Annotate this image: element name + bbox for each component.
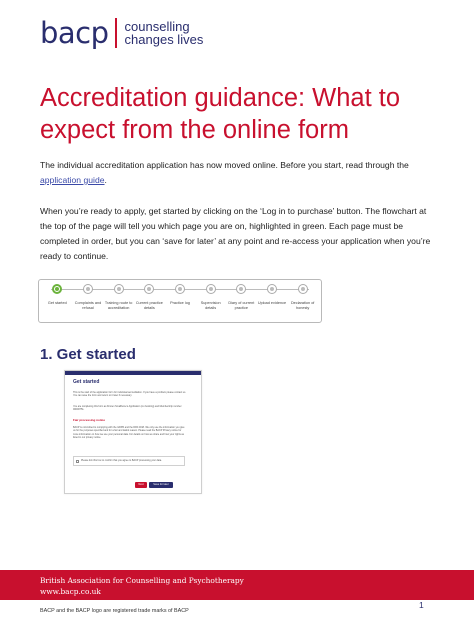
screenshot-consent-box [73, 456, 185, 466]
flowchart-step [257, 284, 287, 306]
flowchart-step-label: Declaration of honesty [290, 301, 315, 310]
logo-divider [115, 18, 117, 48]
step-marker-dot [147, 287, 151, 291]
save-for-later-button[interactable]: Save for later [149, 482, 173, 488]
step-marker [298, 284, 308, 294]
step-marker-dot [239, 287, 243, 291]
screenshot-para-3: BACP is committed to complying with the GDPR and the DPA 2018. We only use the information you give us for the purposes specified and for a fair and lawful reason. Please read the BACP Privacy notice for more information on how we use your personal data. For details on how we share and how your rights as listed in our privacy notice. [73, 426, 185, 439]
step-marker-dot [178, 287, 182, 291]
flowchart-step-label: Supervision details [200, 301, 221, 310]
step-marker [236, 284, 246, 294]
step-marker-dot [55, 287, 59, 291]
consent-text: Please tick this box to confirm that you agree to BACP processing your data. [81, 459, 162, 462]
intro-text: The individual accreditation application has now moved online. Before you start, read through the [40, 160, 409, 170]
flowchart-step [134, 284, 164, 310]
application-guide-link[interactable]: application guide [40, 175, 105, 185]
screenshot-para-1: This is the start of the application form for individual accreditation. If you have a problem please contact us. You can save the form and return to it later if necessary. [73, 391, 186, 398]
screenshot-title: Get started [73, 379, 100, 385]
screenshot-subheading: Fair processing notice [73, 418, 106, 422]
step-marker [267, 284, 277, 294]
flowchart-step [165, 284, 195, 306]
flowchart-step-label: Current practice details [135, 301, 163, 310]
flowchart-step-label: Practice log [170, 301, 190, 305]
page-title: Accreditation guidance: What to expect from the online form [40, 84, 401, 144]
progress-flowchart [38, 279, 322, 323]
flowchart-step [73, 284, 103, 310]
consent-checkbox[interactable] [76, 460, 79, 463]
intro-paragraph [40, 158, 436, 188]
step-marker-dot [86, 287, 90, 291]
step-marker-dot [117, 287, 121, 291]
step-marker [206, 284, 216, 294]
screenshot-para-2: You are completing this form as Kirsten Smallbone's Application (no booking) and Membership number 00000751. [73, 405, 182, 412]
logo-tagline-line2: changes lives [124, 32, 204, 47]
logo-tagline [125, 20, 204, 46]
flowchart-step-label: Get started [47, 301, 67, 305]
flowchart-step-label: Complaints and refusal [74, 301, 102, 310]
step-marker-dot [270, 287, 274, 291]
footer-website[interactable]: www.bacp.co.uk [40, 587, 101, 596]
footer-organisation: British Association for Counselling and Psychotherapy [40, 576, 244, 585]
flowchart-step [288, 284, 318, 310]
screenshot-header-bar [65, 371, 201, 375]
footer-band [0, 570, 474, 600]
logo-tagline-line1: counselling [124, 19, 190, 34]
flowchart-step-label: Upload evidence [257, 301, 287, 305]
flowchart-step-label: Diary of current practice [228, 301, 255, 310]
step-marker-dot [209, 287, 213, 291]
trademark-notice: BACP and the BACP logo are registered trade marks of BACP [40, 608, 189, 614]
flowchart-step [104, 284, 134, 310]
logo-wordmark: bacp [40, 15, 109, 50]
flowchart-step-label: Training route to accreditation [104, 301, 133, 310]
step-marker-dot [301, 287, 305, 291]
flowchart-step [226, 284, 256, 310]
active-step-marker [52, 284, 62, 294]
next-button[interactable]: Next [135, 482, 147, 488]
bacp-logo [40, 15, 204, 50]
step-marker [114, 284, 124, 294]
step-marker [175, 284, 185, 294]
instructions-paragraph: When you’re ready to apply, get started by clicking on the ‘Log in to purchase’ button. The flowchart at the top of the page will tell you which page you are on, highlighted in green. Each page must be completed in order, but you can ‘save for later’ at any point and re-access your application when you’re ready to continue. [40, 206, 431, 261]
section-heading: 1. Get started [40, 346, 136, 363]
flowchart-step [42, 284, 72, 306]
page-number: 1 [419, 600, 424, 610]
flowchart-step [196, 284, 226, 310]
step-marker [83, 284, 93, 294]
get-started-screenshot [64, 370, 202, 494]
step-marker [144, 284, 154, 294]
intro-text-end: . [104, 175, 107, 185]
